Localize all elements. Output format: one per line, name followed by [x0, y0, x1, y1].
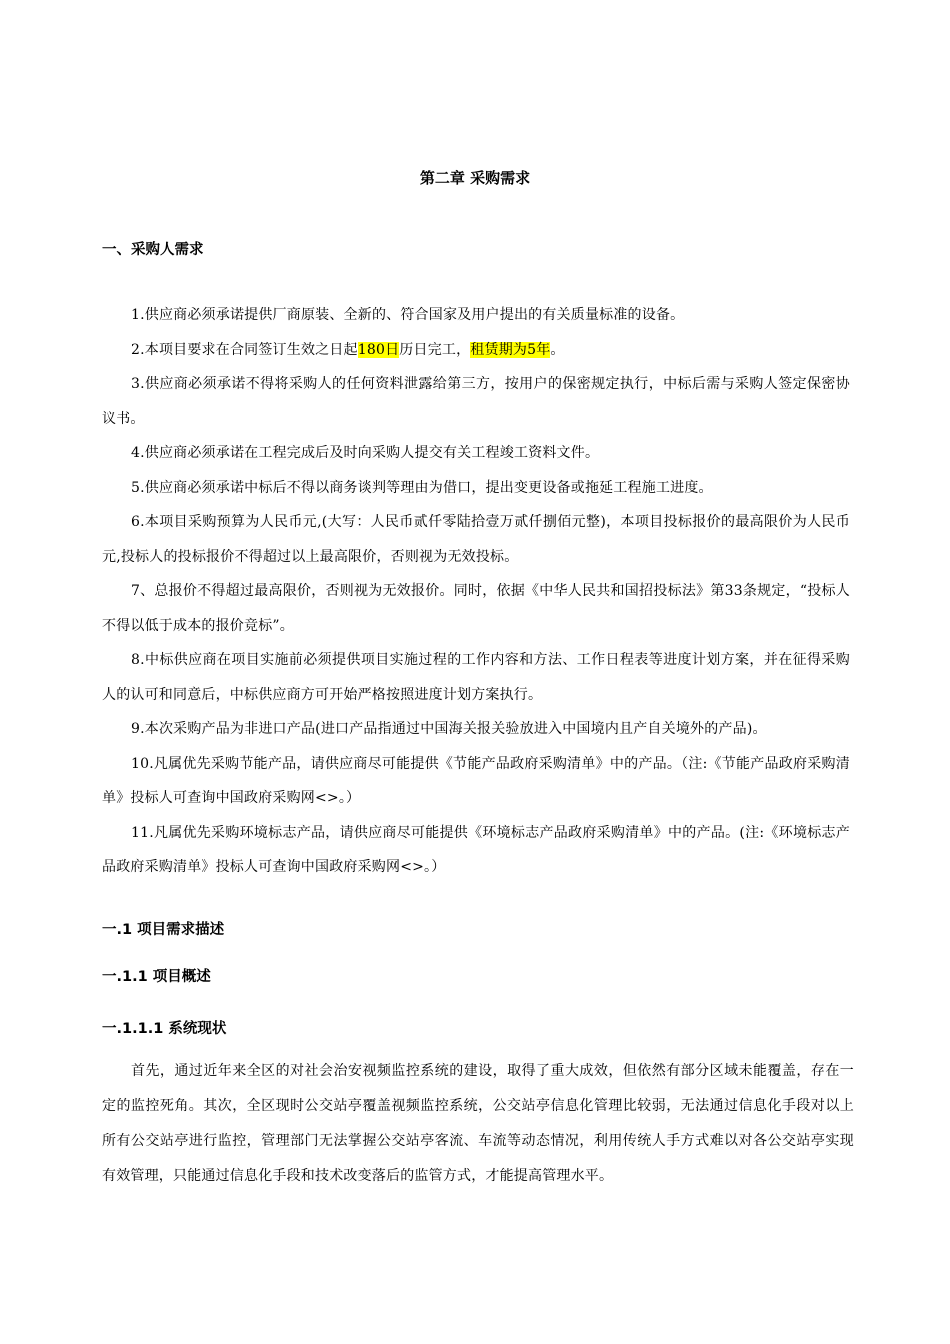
requirement-item-9: 9.本次采购产品为非进口产品(进口产品指通过中国海关报关验放进入中国境内且产自关境外的产品)。	[131, 721, 767, 737]
requirement-item-2-post: 。	[550, 341, 565, 358]
requirement-item-8: 8.中标供应商在项目实施前必须提供项目实施过程的工作内容和方法、工作日程表等进度计划方案，并在征得采购人的认可和同意后，中标供应商方可开始严格按照进度计划方案执行。	[102, 652, 850, 703]
requirement-item-11: 11.凡属优先采购环境标志产品，请供应商尽可能提供《环境标志产品政府采购清单》中的产品。(注:《环境标志产品政府采购清单》投标人可查询中国政府采购网<>。）	[102, 824, 850, 875]
requirement-item-2	[102, 333, 850, 368]
requirement-item-5: 5.供应商必须承诺中标后不得以商务谈判等理由为借口，提出变更设备或拖延工程施工进度。	[131, 479, 713, 496]
section-heading-system-status: 一.1.1.1 系统现状	[102, 1021, 227, 1037]
requirement-item-2-pre: 2.本项目要求在合同签订生效之日起	[131, 341, 358, 358]
section-heading-purchaser-requirements: 一、采购人需求	[102, 242, 204, 258]
requirements-list	[102, 298, 850, 885]
requirement-item-10: 10.凡属优先采购节能产品，请供应商尽可能提供《节能产品政府采购清单》中的产品。（注:《节能产品政府采购清单》投标人可查询中国政府采购网<>。）	[102, 755, 850, 806]
requirement-item-3: 3.供应商必须承诺不得将采购人的任何资料泄露给第三方，按用户的保密规定执行，中标后需与采购人签定保密协议书。	[102, 376, 850, 427]
section-heading-project-overview: 一.1.1 项目概述	[102, 969, 211, 985]
highlight-lease-period: 租赁期为5年	[470, 341, 551, 358]
highlight-completion-days: 180日	[357, 341, 400, 358]
requirement-item-1: 1.供应商必须承诺提供厂商原装、全新的、符合国家及用户提出的有关质量标准的设备。	[131, 307, 685, 323]
requirement-item-6: 6.本项目采购预算为人民币元,(大写：人民币贰仟零陆拾壹万贰仟捌佰元整)，本项目投标报价的最高限价为人民币元,投标人的投标报价不得超过以上最高限价，否则视为无效投标。	[102, 514, 850, 565]
requirement-item-7: 7、总报价不得超过最高限价，否则视为无效报价。同时，依据《中华人民共和国招投标法》第33条规定，“投标人不得以低于成本的报价竞标”。	[102, 583, 850, 634]
chapter-title: 第二章 采购需求	[419, 169, 531, 187]
requirement-item-2-mid: 历日完工，	[399, 341, 471, 358]
requirement-item-4: 4.供应商必须承诺在工程完成后及时向采购人提交有关工程竣工资料文件。	[131, 445, 600, 461]
section-heading-project-requirements: 一.1 项目需求描述	[102, 922, 225, 938]
system-status-paragraph: 首先，通过近年来全区的对社会治安视频监控系统的建设，取得了重大成效，但依然有部分区域未能覆盖，存在一定的监控死角。其次，全区现时公交站亭覆盖视频监控系统，公交站亭信息化管理比较弱，无法通过信息化手段对以上所有公交站亭进行监控，管理部门无法掌握公交站亭客流、车流等动态情况，利用传统人手方式难以对各公交站亭实现有效管理，只能通过信息化手段和技术改变落后的监管方式，才能提高管理水平。	[102, 1063, 854, 1184]
